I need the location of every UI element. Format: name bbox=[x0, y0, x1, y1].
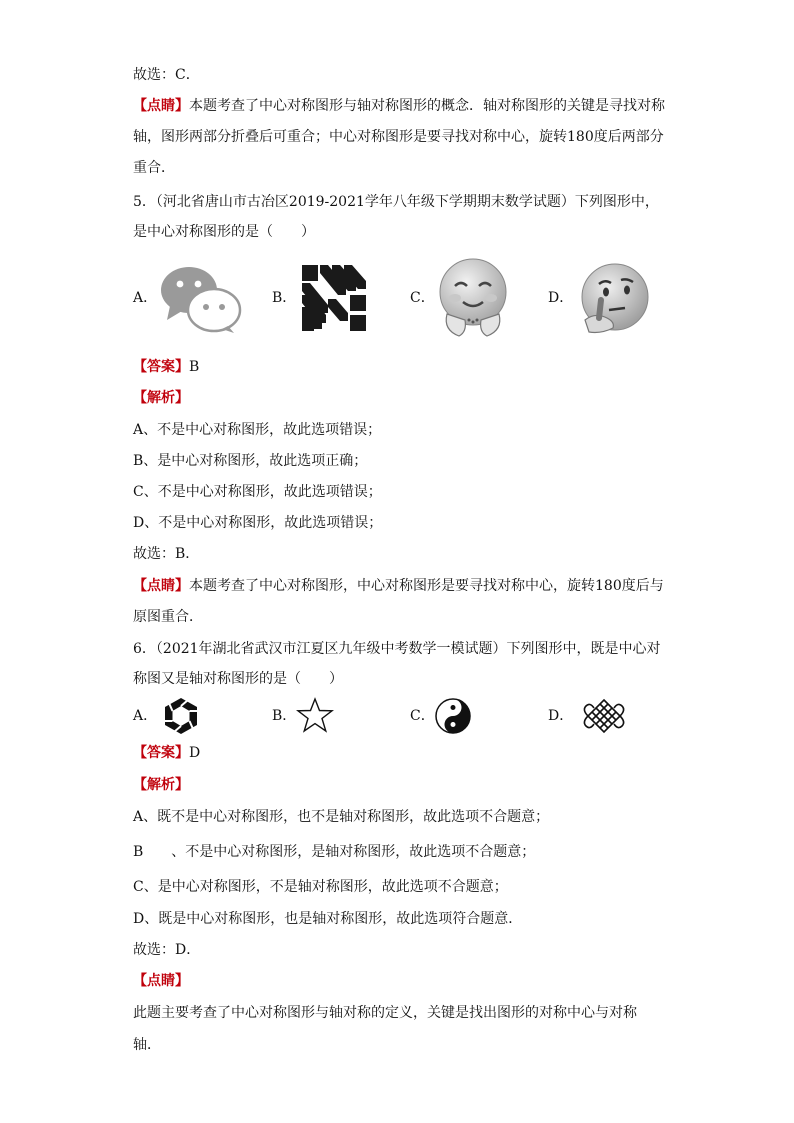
q5-stem-line-1: 5．（河北省唐山市古冶区2019-2021学年八年级下学期期末数学试题）下列图形中， bbox=[133, 194, 659, 210]
q5-analysis-tag bbox=[133, 388, 189, 408]
q5-choice: 故选：B． bbox=[133, 546, 200, 562]
smiling-face-icon bbox=[437, 256, 509, 340]
q5-answer-value: B bbox=[189, 359, 200, 375]
q6-stem-line-1: 6．（2021年湖北省武汉市江夏区九年级中考数学一模试题）下列图形中，既是中心对 bbox=[133, 641, 661, 657]
yin-yang-icon bbox=[434, 697, 472, 735]
q5-tip-line-2: 原图重合． bbox=[133, 609, 203, 625]
q5-analysis-a: A、不是中心对称图形，故此选项错误； bbox=[133, 422, 382, 438]
q5-tip-line-1 bbox=[133, 576, 664, 596]
q6-analysis-a: A、既不是中心对称图形，也不是轴对称图形，故此选项不合题意； bbox=[133, 809, 550, 825]
q5-tip-tag: 【点睛】 bbox=[133, 578, 189, 594]
endless-knot-icon bbox=[580, 697, 628, 735]
thinking-face-icon bbox=[577, 262, 649, 336]
q6-analysis-b: B 、不是中心对称图形，是轴对称图形，故此选项不合题意； bbox=[133, 844, 536, 860]
q4-tip-tag: 【点睛】 bbox=[133, 98, 189, 114]
hexagon-aperture-icon bbox=[162, 697, 200, 735]
q5-answer-line bbox=[133, 357, 199, 377]
q6-analysis-c: C、是中心对称图形，不是轴对称图形，故此选项不合题意； bbox=[133, 879, 508, 895]
star-outline-icon bbox=[296, 697, 334, 733]
q4-choice: 故选：C． bbox=[133, 67, 200, 83]
q6-answer-tag: 【答案】 bbox=[133, 745, 189, 761]
q6-option-d-label: D． bbox=[548, 708, 574, 724]
q5-analysis-c: C、不是中心对称图形，故此选项错误； bbox=[133, 484, 382, 500]
q6-answer-line bbox=[133, 743, 200, 763]
q5-option-c-label: C． bbox=[410, 290, 435, 306]
q5-analysis-b: B、是中心对称图形，故此选项正确； bbox=[133, 453, 368, 469]
q5-analysis-tag-text: 【解析】 bbox=[133, 390, 189, 406]
q6-option-a-label: A． bbox=[133, 708, 158, 724]
q6-analysis-tag-text: 【解析】 bbox=[133, 777, 189, 793]
q6-option-c-label: C． bbox=[410, 708, 435, 724]
q6-tip-tag: 【点睛】 bbox=[133, 973, 189, 989]
q5-answer-tag: 【答案】 bbox=[133, 359, 189, 375]
q5-analysis-d: D、不是中心对称图形，故此选项错误； bbox=[133, 515, 383, 531]
q5-option-d-label: D． bbox=[548, 290, 574, 306]
q4-tip-line-1 bbox=[133, 96, 665, 116]
q5-option-a-label: A． bbox=[133, 290, 158, 306]
q6-choice: 故选：D． bbox=[133, 942, 201, 958]
q4-tip-line-2: 轴，图形两部分折叠后可重合；中心对称图形是要寻找对称中心，旋转180度后两部分 bbox=[133, 129, 664, 145]
q5-stem-line-2: 是中心对称图形的是（ ） bbox=[133, 224, 315, 240]
zigzag-stripes-icon bbox=[302, 265, 366, 331]
q5-tip-text-1: 本题考查了中心对称图形，中心对称图形是要寻找对称中心，旋转180度后与 bbox=[189, 578, 664, 594]
q6-tip-tag-line bbox=[133, 971, 189, 991]
wechat-logo-icon bbox=[158, 262, 242, 334]
q6-option-b-label: B． bbox=[272, 708, 297, 724]
q6-analysis-d: D、既是中心对称图形，也是轴对称图形，故此选项符合题意． bbox=[133, 911, 523, 927]
q4-tip-line-3: 重合． bbox=[133, 160, 175, 176]
q4-tip-text-1: 本题考查了中心对称图形与轴对称图形的概念．轴对称图形的关键是寻找对称 bbox=[189, 98, 665, 114]
q6-tip-line-1: 此题主要考查了中心对称图形与轴对称的定义，关键是找出图形的对称中心与对称 bbox=[133, 1005, 637, 1021]
q6-stem-line-2: 称图又是轴对称图形的是（ ） bbox=[133, 671, 343, 687]
q5-option-b-label: B． bbox=[272, 290, 297, 306]
q6-tip-line-2: 轴． bbox=[133, 1037, 161, 1053]
q6-answer-value: D bbox=[189, 745, 201, 761]
q6-analysis-tag bbox=[133, 775, 189, 795]
